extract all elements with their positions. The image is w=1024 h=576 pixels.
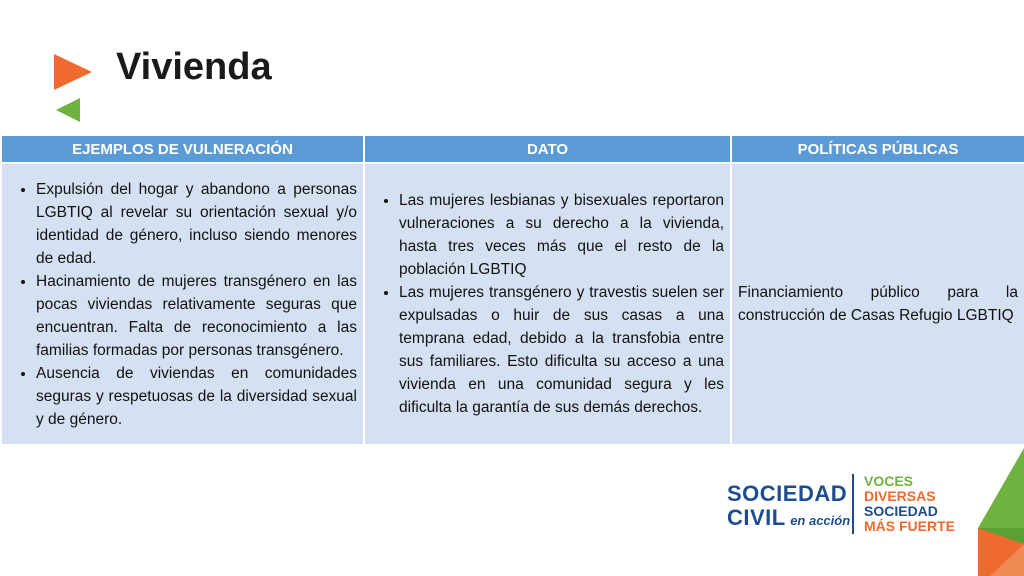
voces-diversas-logo — [864, 474, 955, 534]
politicas-cell: Financiamiento público para la construcción de Casas Refugio LGBTIQ — [732, 164, 1024, 444]
logo-line-civil: CIVIL — [727, 505, 786, 530]
sociedad-civil-logo — [727, 482, 850, 530]
list-item: • Expulsión del hogar y abandono a personas LGBTIQ al revelar su orientación sexual y/o identidad de género, incluso siendo menores de edad. — [36, 178, 357, 270]
logo-en-accion: en acción — [790, 513, 851, 528]
list-item: • Hacinamiento de mujeres transgénero en las pocas viviendas relativamente seguras que encuentran. Falta de reconocimiento a las familias formadas por personas transgénero. — [36, 270, 357, 362]
table-header-row — [2, 136, 1024, 162]
table-row — [2, 164, 1024, 444]
logo-line-sociedad: SOCIEDAD — [727, 481, 848, 506]
logo-divider — [852, 474, 854, 534]
vulneration-table — [0, 134, 1024, 446]
play-triangle-icon — [54, 54, 92, 90]
ejemplos-list — [8, 178, 357, 431]
list-item: • Las mujeres lesbianas y bisexuales reportaron vulneraciones a su derecho a la vivienda, hasta tres veces más que el resto de la población LGBTIQ — [399, 189, 724, 281]
column-header-dato: DATO — [365, 136, 730, 162]
column-header-ejemplos: EJEMPLOS DE VULNERACIÓN — [2, 136, 363, 162]
tagline-diversas: DIVERSAS — [864, 488, 936, 504]
dato-list — [371, 189, 724, 419]
ejemplos-cell — [2, 164, 363, 444]
tagline-mas-fuerte: MÁS FUERTE — [864, 518, 955, 534]
corner-decoration — [960, 448, 1024, 576]
column-header-politicas: POLÍTICAS PÚBLICAS — [732, 136, 1024, 162]
dato-cell — [365, 164, 730, 444]
page-title: Vivienda — [116, 46, 272, 88]
list-item: • Ausencia de viviendas en comunidades seguras y respetuosas de la diversidad sexual y de género. — [36, 362, 357, 431]
back-triangle-icon — [56, 98, 80, 122]
logo-line-civil-row — [727, 506, 850, 530]
tagline-sociedad: SOCIEDAD — [864, 503, 938, 519]
tagline-voces: VOCES — [864, 473, 914, 489]
list-item: • Las mujeres transgénero y travestis suelen ser expulsadas o huir de sus casas a una temprana edad, debido a la transfobia entre sus familiares. Esto dificulta su acceso a una vivienda en una comunidad segura y les dificulta la garantía de sus demás derechos. — [399, 281, 724, 419]
